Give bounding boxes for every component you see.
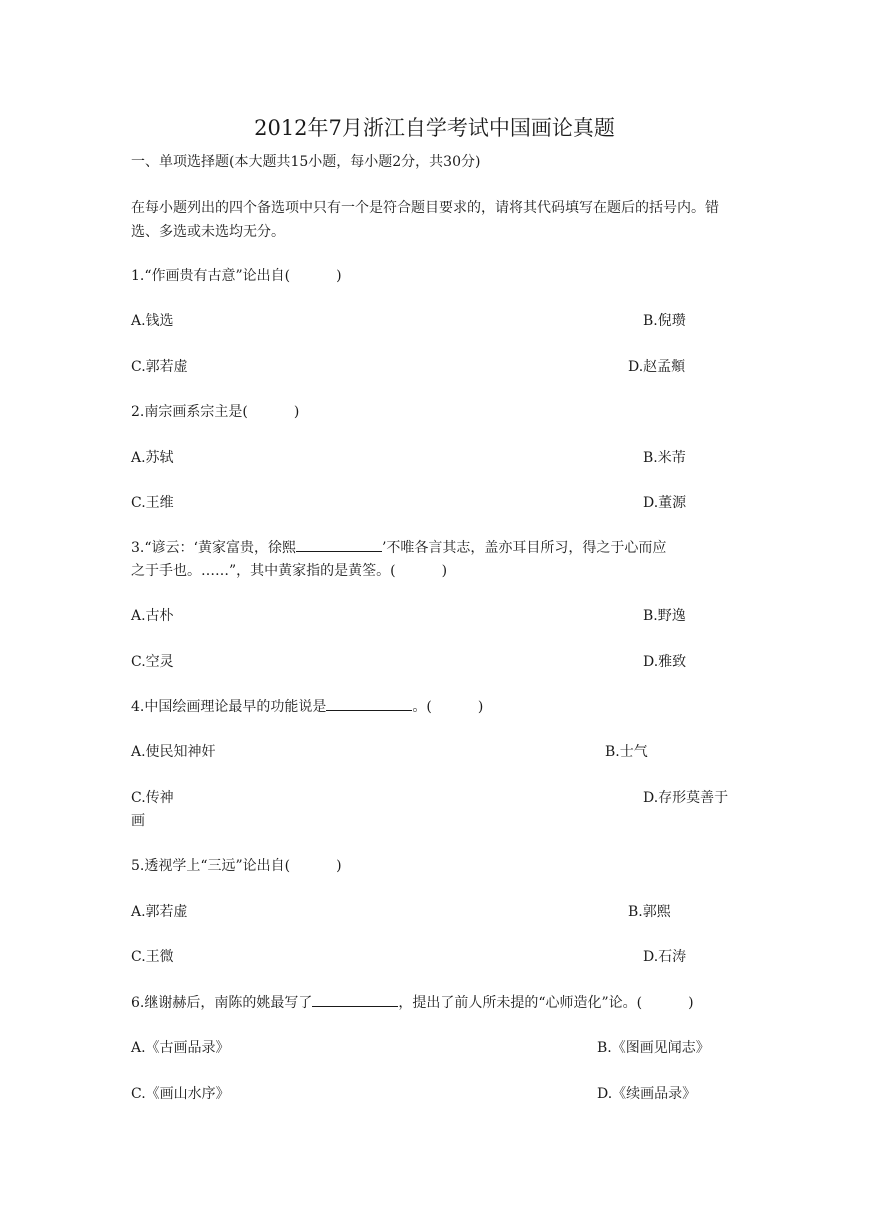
q4-option-c: C.传神 [131, 790, 174, 806]
q5-option-a: A.郭若虚 [131, 904, 188, 920]
question-stem: 5.透视学上“三远”论出自( [131, 858, 291, 874]
q5-option-b: B.郭熙 [628, 904, 671, 920]
q3-option-a: A.古朴 [131, 608, 174, 624]
q4-option-d-wrap: 画 [131, 813, 145, 829]
q2-option-a: A.苏轼 [131, 450, 174, 466]
question-6 [131, 992, 694, 1014]
question-stem: 2.南宗画系宗主是( [131, 404, 248, 420]
paren-close: ) [293, 404, 300, 420]
q3-option-b: B.野逸 [643, 608, 686, 624]
question-stem-start: 6.继谢赫后，南陈的姚最写了 [131, 995, 313, 1011]
question-stem-end: 。( [412, 699, 432, 715]
q4-option-a: A.使民知神奸 [131, 744, 216, 760]
question-3-line-2 [131, 560, 447, 582]
question-stem-start: 3.“谚云：‘黄家富贵，徐熙 [131, 540, 296, 556]
question-3 [131, 537, 666, 559]
q2-option-b: B.米芾 [643, 450, 686, 466]
question-stem-start: 4.中国绘画理论最早的功能说是 [131, 699, 327, 715]
question-2 [131, 401, 299, 423]
q6-option-d: D.《续画品录》 [597, 1086, 697, 1102]
question-5 [131, 855, 342, 877]
paren-close: ) [336, 858, 342, 874]
q2-option-d: D.董源 [643, 495, 687, 511]
q1-option-a: A.钱选 [131, 313, 174, 329]
q1-option-d: D.赵孟頫 [628, 359, 686, 375]
fill-blank [296, 537, 382, 552]
fill-blank [326, 696, 412, 711]
question-1 [131, 265, 342, 287]
q4-option-b: B.士气 [605, 744, 648, 760]
paren-close: ) [477, 699, 484, 715]
q5-option-d: D.石涛 [643, 949, 687, 965]
q3-option-d: D.雅致 [643, 654, 687, 670]
q3-option-c: C.空灵 [131, 654, 174, 670]
section-heading: 一、单项选择题(本大题共15小题，每小题2分，共30分) [131, 154, 481, 170]
question-stem-end: ’不唯各言其志，盖亦耳目所习，得之于心而应 [381, 540, 667, 556]
question-stem: 1.“作画贵有古意”论出自( [131, 268, 291, 284]
q6-option-c: C.《画山水序》 [131, 1086, 230, 1102]
q5-option-c: C.王微 [131, 949, 174, 965]
q1-option-c: C.郭若虚 [131, 359, 188, 375]
instructions: 在每小题列出的四个备选项中只有一个是符合题目要求的，请将其代码填写在题后的括号内。错选、多选或未选均无分。 [131, 200, 719, 240]
paren-close: ) [688, 995, 694, 1011]
q6-option-a: A.《古画品录》 [131, 1040, 230, 1056]
q1-option-b: B.倪瓒 [643, 313, 686, 329]
q4-option-d: D.存形莫善于 [643, 790, 729, 806]
q6-option-b: B.《图画见闻志》 [597, 1040, 710, 1056]
question-stem-end: ，提出了前人所未提的“心师造化”论。( [398, 995, 643, 1011]
fill-blank [312, 992, 398, 1007]
question-stem: 之于手也。……”，其中黄家指的是黄筌。( [131, 563, 396, 579]
q2-option-c: C.王维 [131, 495, 174, 511]
question-4 [131, 696, 483, 718]
paren-close: ) [336, 268, 342, 284]
paren-close: ) [441, 563, 448, 579]
page-title: 2012年7月浙江自学考试中国画论真题 [254, 116, 615, 140]
